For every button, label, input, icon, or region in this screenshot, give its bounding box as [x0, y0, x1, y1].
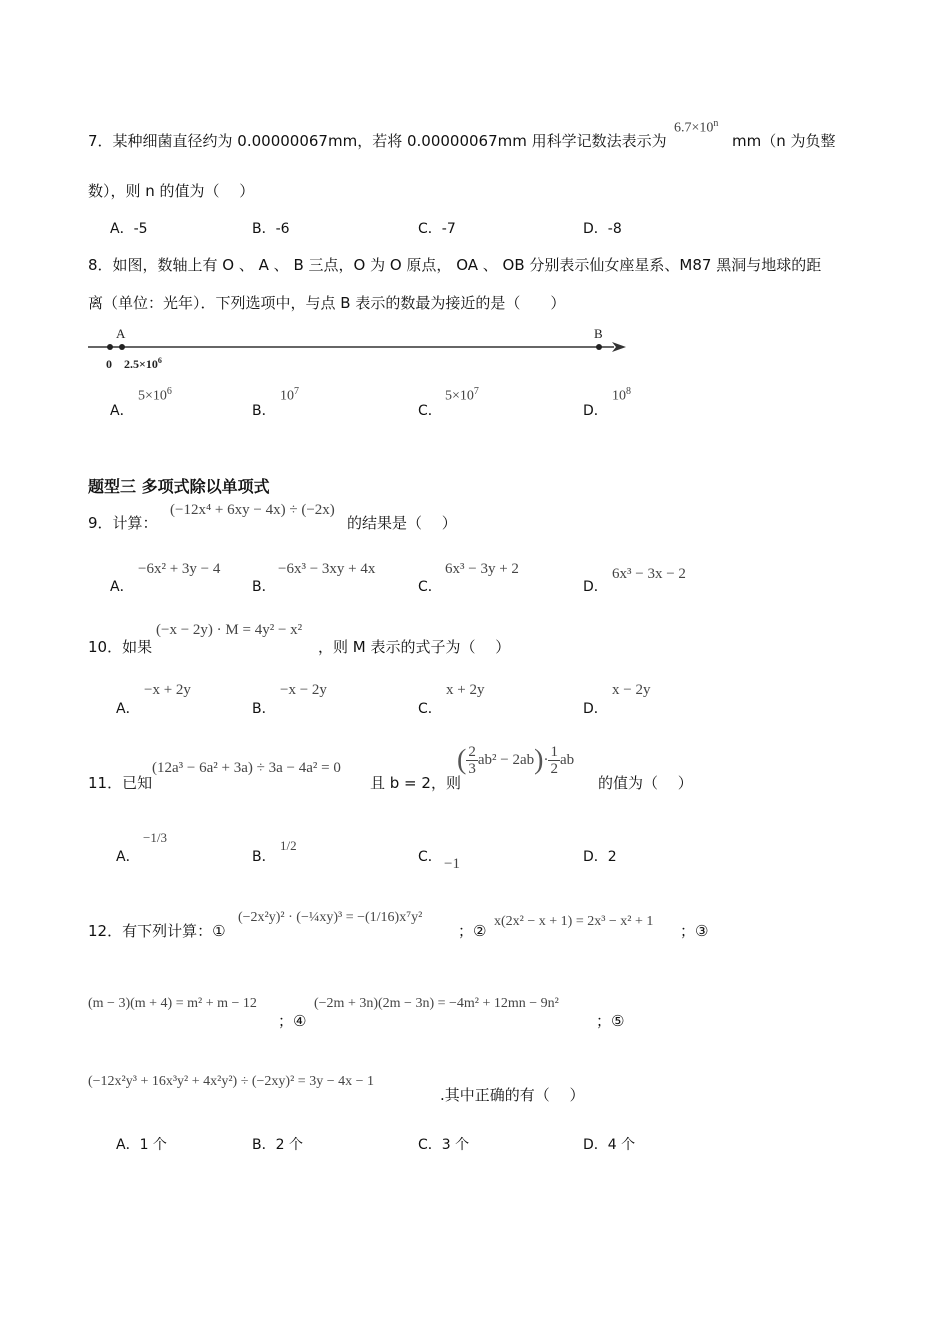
q12-expr-5: (−12x²y³ + 16x³y² + 4x²y²) ÷ (−2xy)² = 3y − 4x − 1 [88, 1074, 374, 1089]
q10-suffix: ，则 M 表示的式子为（ ） [318, 638, 511, 656]
q8-option-d[interactable]: D． [583, 403, 608, 419]
q7-stem-c: 数），则 n 的值为（ ） [88, 182, 255, 200]
q8-option-a-value: $5\times 10^6$ [138, 386, 172, 404]
q11-expr1: (12a³ − 6a² + 3a) ÷ 3a − 4a² = 0 [152, 760, 341, 776]
q9-option-c-expr: 6x³ − 3y + 2 [445, 561, 519, 577]
q12-option-c[interactable]: C．3 个 [418, 1137, 470, 1153]
q7-formula: $6.7\times 10^n$ [674, 118, 719, 136]
q10-expr: (−x − 2y) · M = 4y² − x² [156, 622, 303, 638]
q12-sep-4: ；④ [278, 1012, 307, 1030]
q7-stem-line1 [88, 130, 667, 151]
q10-option-c[interactable]: C． [418, 701, 442, 717]
q9-option-a[interactable]: A． [110, 579, 134, 595]
number-line [86, 322, 636, 374]
q10-option-d[interactable]: D． [583, 701, 608, 717]
q9-option-d[interactable]: D． [583, 579, 608, 595]
q10-option-a-expr: −x + 2y [144, 682, 191, 698]
q8-option-b[interactable]: B． [252, 403, 276, 419]
q9-option-b[interactable]: B． [252, 579, 276, 595]
q7-option-a[interactable]: A．-5 [110, 221, 148, 237]
q10-option-c-expr: x + 2y [446, 682, 485, 698]
point-o [107, 344, 113, 350]
q8-option-d-value: $10^8$ [612, 386, 631, 404]
q9-prefix: 9．计算： [88, 514, 158, 532]
q10-option-b-expr: −x − 2y [280, 682, 327, 698]
q12-sep-3: ；③ [680, 922, 709, 940]
q9-option-b-expr: −6x³ − 3xy + 4x [278, 561, 376, 577]
number-line-arrow [612, 342, 626, 352]
q12-expr-4: (−2m + 3n)(2m − 3n) = −4m² + 12mn − 9n² [314, 996, 559, 1011]
q9-option-d-expr: 6x³ − 3x − 2 [612, 566, 686, 582]
q12-suffix: .其中正确的有（ ） [440, 1086, 585, 1104]
q10-option-a[interactable]: A． [116, 701, 140, 717]
q9-option-c[interactable]: C． [418, 579, 442, 595]
q11-option-d[interactable]: D．2 [583, 849, 617, 865]
q9-suffix: 的结果是（ ） [347, 514, 457, 532]
q8-option-c-value: $5\times 10^7$ [445, 386, 479, 404]
q8-stem-b: 离（单位：光年）．下列选项中，与点 B 表示的数最为接近的是（ ） [88, 294, 566, 312]
q8-option-b-value: $10^7$ [280, 386, 299, 404]
q9-option-a-expr: −6x² + 3y − 4 [138, 561, 221, 577]
q8-option-c[interactable]: C． [418, 403, 442, 419]
q10-option-b[interactable]: B． [252, 701, 276, 717]
q11-expr2: ( $\frac{2}{3}$ ab² − 2ab)· $\frac{1}{2}$ ab [457, 744, 575, 777]
label-zero: 0 [106, 357, 112, 371]
q10-prefix: 10．如果 [88, 638, 153, 656]
label-a: A [116, 326, 126, 341]
label-a-value: $2.5\times 10^6$ [124, 356, 162, 371]
q11-prefix: 11．已知 [88, 774, 153, 792]
q7-option-d[interactable]: D．-8 [583, 221, 622, 237]
q9-expr: (−12x⁴ + 6xy − 4x) ÷ (−2x) [170, 502, 335, 518]
q7-stem-b: mm（n 为负整 [732, 132, 836, 150]
q12-option-a[interactable]: A．1 个 [116, 1137, 167, 1153]
q11-mid: 且 b = 2，则 [370, 774, 461, 792]
point-b [596, 344, 602, 350]
q11-option-b-value: 1/2 [280, 838, 297, 853]
point-a [119, 344, 125, 350]
fraction-two-thirds: $\frac{2}{3}$ [468, 744, 476, 777]
fraction-one-half: $\frac{1}{2}$ [550, 744, 558, 777]
q11-option-c-value: −1 [444, 856, 460, 872]
q12-sep-5: ；⑤ [596, 1012, 625, 1030]
q12-expr-1: (−2x²y)² · (−¼xy)³ = −(1/16)x⁷y² [238, 910, 423, 925]
q7-option-b[interactable]: B．-6 [252, 221, 290, 237]
q12-option-b[interactable]: B．2 个 [252, 1137, 303, 1153]
q12-sep-2: ；② [458, 922, 487, 940]
q7-stem-a: 7．某种细菌直径约为 0.00000067mm，若将 0.00000067mm 用科学记数法表示为 [88, 132, 667, 150]
q12-prefix: 12．有下列计算：① [88, 922, 226, 940]
q11-suffix: 的值为（ ） [598, 774, 693, 792]
q11-option-a[interactable]: A． [116, 849, 140, 865]
q12-option-d[interactable]: D．4 个 [583, 1137, 636, 1153]
q7-option-c[interactable]: C．-7 [418, 221, 456, 237]
q12-expr-2: x(2x² − x + 1) = 2x³ − x² + 1 [494, 914, 654, 929]
q12-expr-3: (m − 3)(m + 4) = m² + m − 12 [88, 996, 257, 1011]
q11-option-b[interactable]: B． [252, 849, 276, 865]
q8-option-a[interactable]: A． [110, 403, 134, 419]
q8-stem-a: 8．如图，数轴上有 O 、 A 、 B 三点，O 为 O 原点， OA 、 OB 分别表示仙女座星系、M87 黑洞与地球的距 [88, 256, 822, 274]
q11-option-a-value: −1/3 [143, 830, 167, 845]
q11-option-c[interactable]: C． [418, 849, 442, 865]
section-title: 题型三 多项式除以单项式 [88, 477, 270, 496]
q10-option-d-expr: x − 2y [612, 682, 651, 698]
label-b: B [594, 326, 603, 341]
